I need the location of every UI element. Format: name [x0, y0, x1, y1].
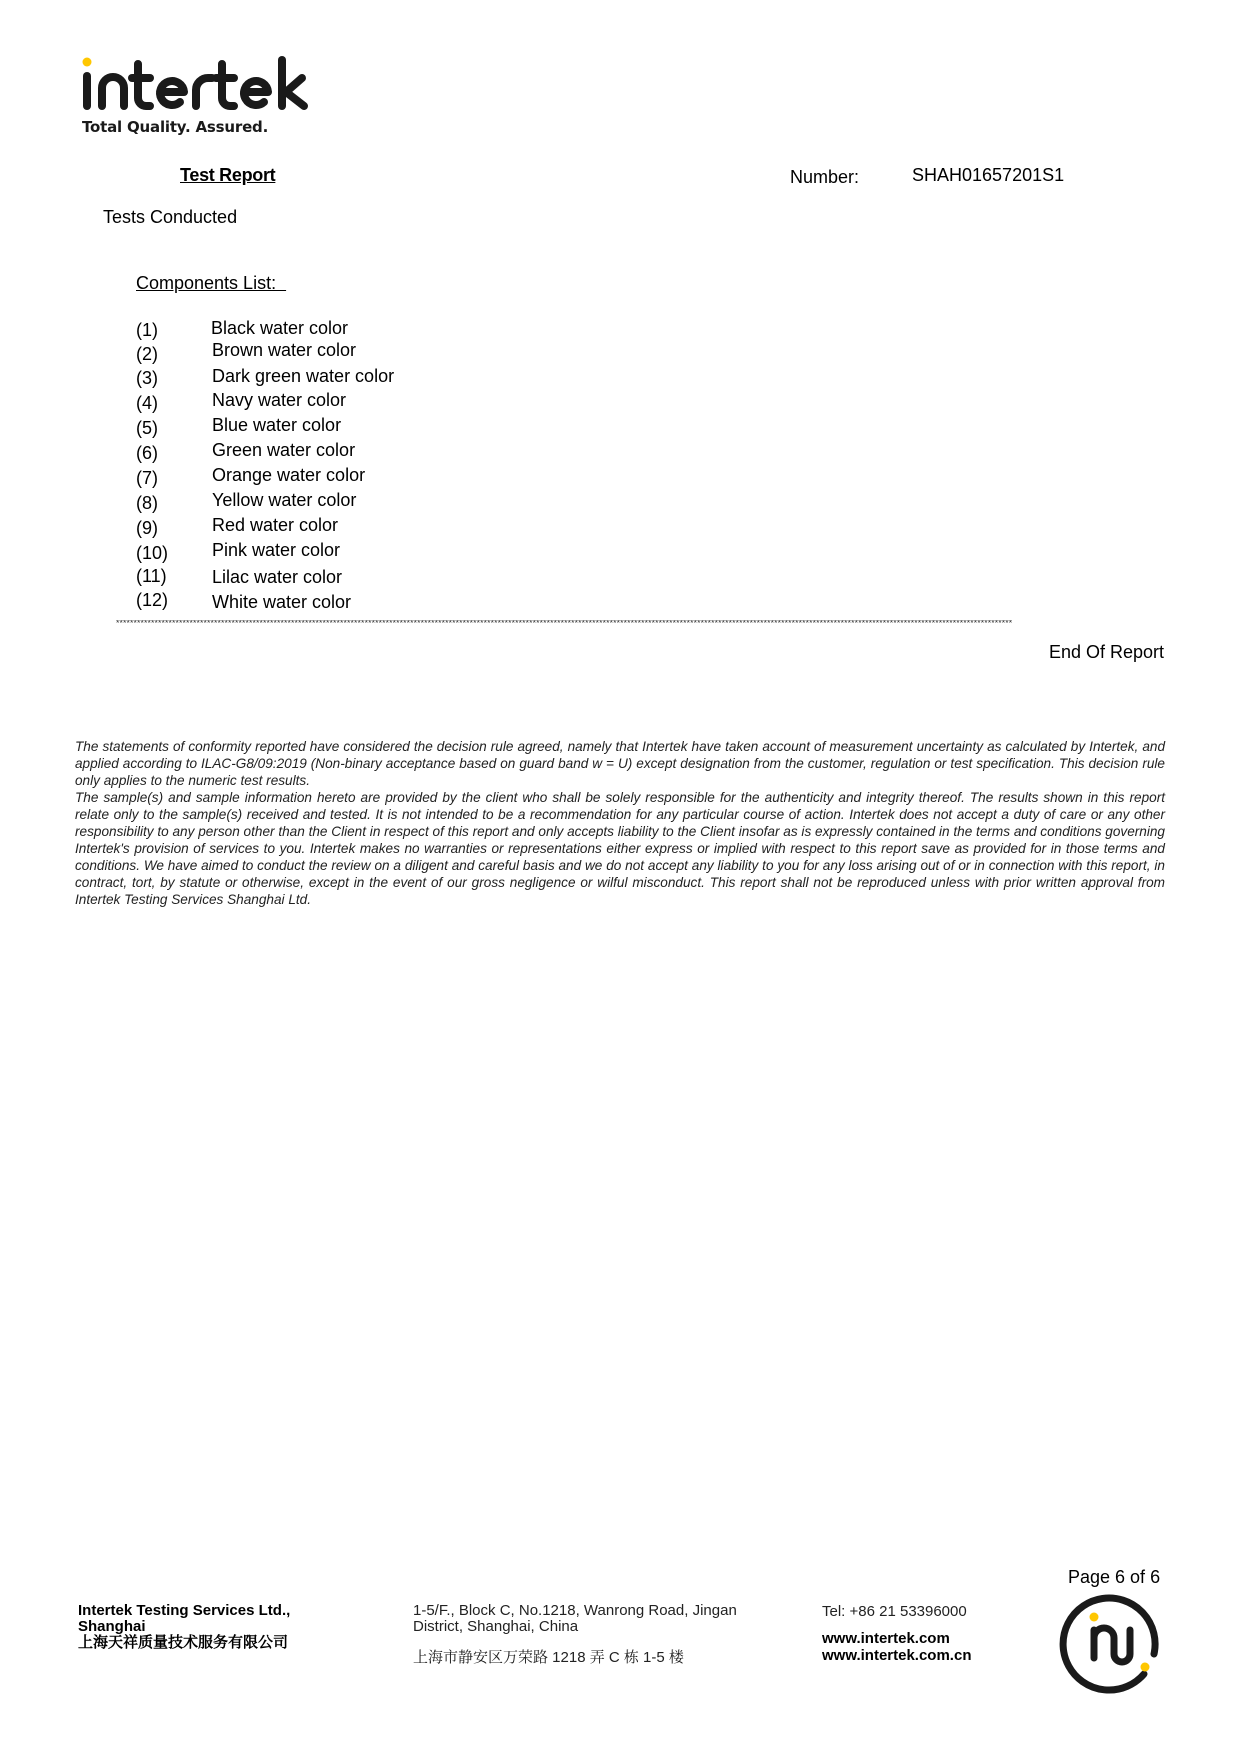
list-item [136, 515, 536, 542]
website-link-cn[interactable]: www.intertek.com.cn [822, 1647, 972, 1664]
footer-address [413, 1603, 737, 1635]
item-name: Brown water color [212, 340, 357, 360]
address-line-1: 1-5/F., Block C, No.1218, Wanrong Road, Jingan [413, 1602, 737, 1619]
item-name: Pink water color [212, 540, 341, 560]
website-link[interactable]: www.intertek.com [822, 1630, 950, 1647]
item-name: Lilac water color [212, 567, 343, 587]
item-name: Blue water color [212, 415, 342, 435]
separator-line: **************************************************************************************************************************************************************************************************************************************************************** [115, 620, 1012, 628]
list-item [136, 390, 536, 417]
company-name-cn: 上海天祥质量技术服务有限公司 [78, 1634, 289, 1651]
list-item [136, 368, 536, 392]
disclaimer-liability: The sample(s) and sample information hereto are provided by the client who shall be solely responsible for the authenticity and integrity thereof. The results shown in this report relate only to the sample(s) received and tested. It is not intended to be a recommendation for any particular course of action. Intertek does not accept a duty of care or any other responsibility to any person other than the Client in respect of this report and only accepts liability to the Client insofar as is expressly contained in the terms and conditions governing Intertek's provision of services to you. Intertek makes no warranties or representations either express or implied with respect to this report save as provided for in those terms and conditions. We have aimed to conduct the review on a diligent and careful basis and we do not accept any liability to you for any loss arising out of or in connection with this report, in contract, tort, by statute or otherwise, except in the event of our gross negligence or wilful misconduct. This report shall not be reproduced unless with prior written approval from Intertek Testing Services Shanghai Ltd. [75, 790, 1165, 907]
footer-address-cn: 上海市静安区万荣路 1218 弄 C 栋 1-5 楼 [413, 1649, 684, 1666]
page-number: Page 6 of 6 [1068, 1567, 1161, 1587]
components-list-title: Components List: [136, 273, 287, 293]
item-name: Navy water color [212, 390, 347, 410]
list-item [136, 415, 536, 442]
footer-websites [822, 1630, 971, 1664]
list-item [136, 540, 536, 567]
item-number: (3) [136, 368, 158, 388]
intertek-logo [80, 54, 330, 144]
section-title: Tests Conducted [103, 207, 238, 227]
item-name: White water color [212, 592, 352, 612]
item-name: Black water color [211, 318, 349, 338]
list-item [136, 590, 536, 614]
item-number: (12) [136, 590, 169, 610]
disclaimer [75, 738, 1165, 908]
list-item [136, 440, 536, 467]
footer-phone: Tel: +86 21 53396000 [822, 1603, 967, 1620]
item-name: Red water color [212, 515, 339, 535]
logo-tagline: Total Quality. Assured. [82, 118, 269, 136]
item-number: (2) [136, 344, 158, 364]
list-item [136, 566, 536, 590]
disclaimer-decision-rule: The statements of conformity reported have considered the decision rule agreed, namely that Intertek have taken account of measurement uncertainty as calculated by Intertek, and applied according to ILAC-G8/09:2019 (Non-binary acceptance based on guard band w = U) except designation from the customer, regulation or test specification. This decision rule only applies to the numeric test results. [75, 739, 1165, 788]
item-number: (8) [136, 493, 158, 513]
item-number: (7) [136, 468, 158, 488]
address-line-2: District, Shanghai, China [413, 1618, 579, 1635]
report-title: Test Report [180, 165, 276, 185]
list-item [136, 465, 536, 492]
item-number: (1) [136, 320, 158, 340]
report-number-value: SHAH01657201S1 [912, 165, 1065, 185]
list-item [136, 490, 536, 517]
item-number: (9) [136, 518, 158, 538]
company-name: Intertek Testing Services Ltd., [78, 1602, 291, 1619]
item-name: Green water color [212, 440, 356, 460]
item-name: Orange water color [212, 465, 366, 485]
company-city: Shanghai [78, 1618, 146, 1635]
list-item [136, 340, 536, 368]
intertek-badge-icon [1058, 1592, 1164, 1698]
item-number: (4) [136, 393, 158, 413]
end-of-report: End Of Report [1048, 642, 1164, 662]
item-name: Yellow water color [212, 490, 357, 510]
item-number: (6) [136, 443, 158, 463]
item-name: Dark green water color [212, 366, 395, 386]
item-number: (10) [136, 543, 169, 563]
item-number: (11) [136, 566, 167, 586]
report-number-label: Number: [790, 167, 860, 187]
item-number: (5) [136, 418, 158, 438]
footer-company [78, 1603, 290, 1651]
intertek-wordmark-icon [80, 54, 320, 116]
